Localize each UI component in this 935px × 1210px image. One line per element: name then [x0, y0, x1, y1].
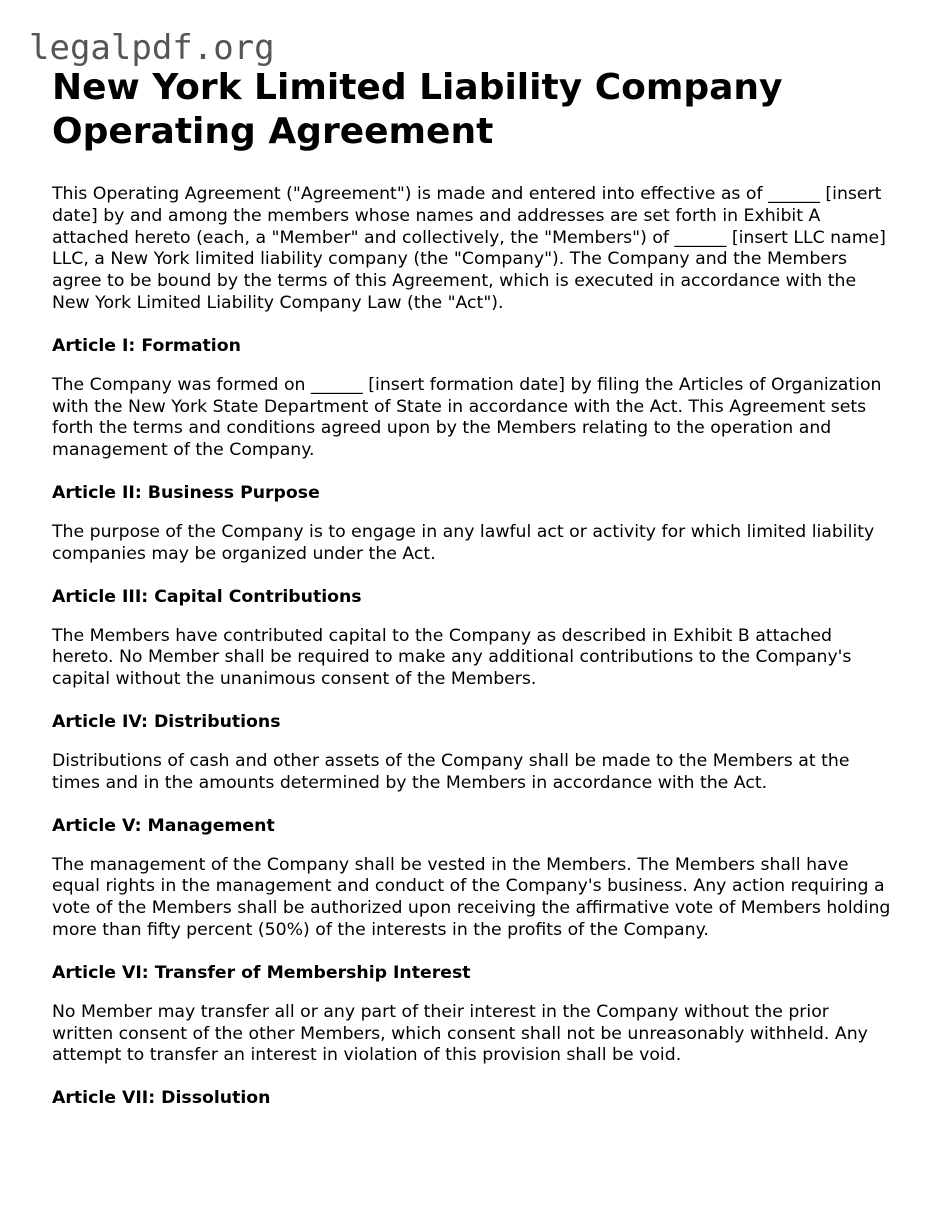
article-body: Distributions of cash and other assets of the Company shall be made to the Members at the times and in the amounts determined by the Members in accordance with the Act. — [52, 750, 850, 793]
article-heading: Article VI: Transfer of Membership Interest — [52, 962, 471, 983]
article-7 — [52, 1087, 892, 1109]
intro-paragraph: This Operating Agreement ("Agreement") is made and entered into effective as of ______ [insert date] by and among the members whose names and addresses are set forth in Exhibit A attached hereto (each, a "Member" and collectively, the "Members") of ______ [insert LLC name] LLC, a New York limited liability company (the "Company"). The Company and the Members agree to be bound by the terms of this Agreement, which is executed in accordance with the New York Limited Liability Company Law (the "Act"). — [52, 184, 886, 313]
article-body: The management of the Company shall be vested in the Members. The Members shall have equal rights in the management and conduct of the Company's business. Any action requiring a vote of the Members shall be authorized upon receiving the affirmative vote of Members holding more than fifty percent (50%) of the interests in the profits of the Company. — [52, 854, 891, 940]
article-heading: Article V: Management — [52, 815, 275, 836]
article-5 — [52, 815, 892, 942]
article-heading: Article IV: Distributions — [52, 711, 281, 732]
article-1 — [52, 335, 892, 462]
article-body: The Company was formed on ______ [insert formation date] by filing the Articles of Organization with the New York State Department of State in accordance with the Act. This Agreement sets forth the terms and conditions agreed upon by the Members relating to the operation and management of the Company. — [52, 374, 882, 461]
document-page — [52, 66, 892, 1109]
article-body: The Members have contributed capital to the Company as described in Exhibit B attached hereto. No Member shall be required to make any additional contributions to the Company's capital without the unanimous consent of the Members. — [52, 625, 852, 690]
article-heading: Article VII: Dissolution — [52, 1088, 271, 1109]
watermark: legalpdf.org — [29, 28, 275, 68]
article-heading: Article III: Capital Contributions — [52, 586, 362, 607]
article-heading: Article I: Formation — [52, 335, 241, 356]
document-title: New York Limited Liability Company Operating Agreement — [52, 67, 783, 152]
article-4 — [52, 711, 892, 795]
article-6 — [52, 962, 892, 1067]
article-2 — [52, 482, 892, 566]
article-body: The purpose of the Company is to engage in any lawful act or activity for which limited liability companies may be organized under the Act. — [52, 521, 875, 564]
article-body: No Member may transfer all or any part of their interest in the Company without the prior written consent of the other Members, which consent shall not be unreasonably withheld. Any attempt to transfer an interest in violation of this provision shall be void. — [52, 1001, 868, 1066]
article-heading: Article II: Business Purpose — [52, 482, 320, 503]
article-3 — [52, 586, 892, 691]
